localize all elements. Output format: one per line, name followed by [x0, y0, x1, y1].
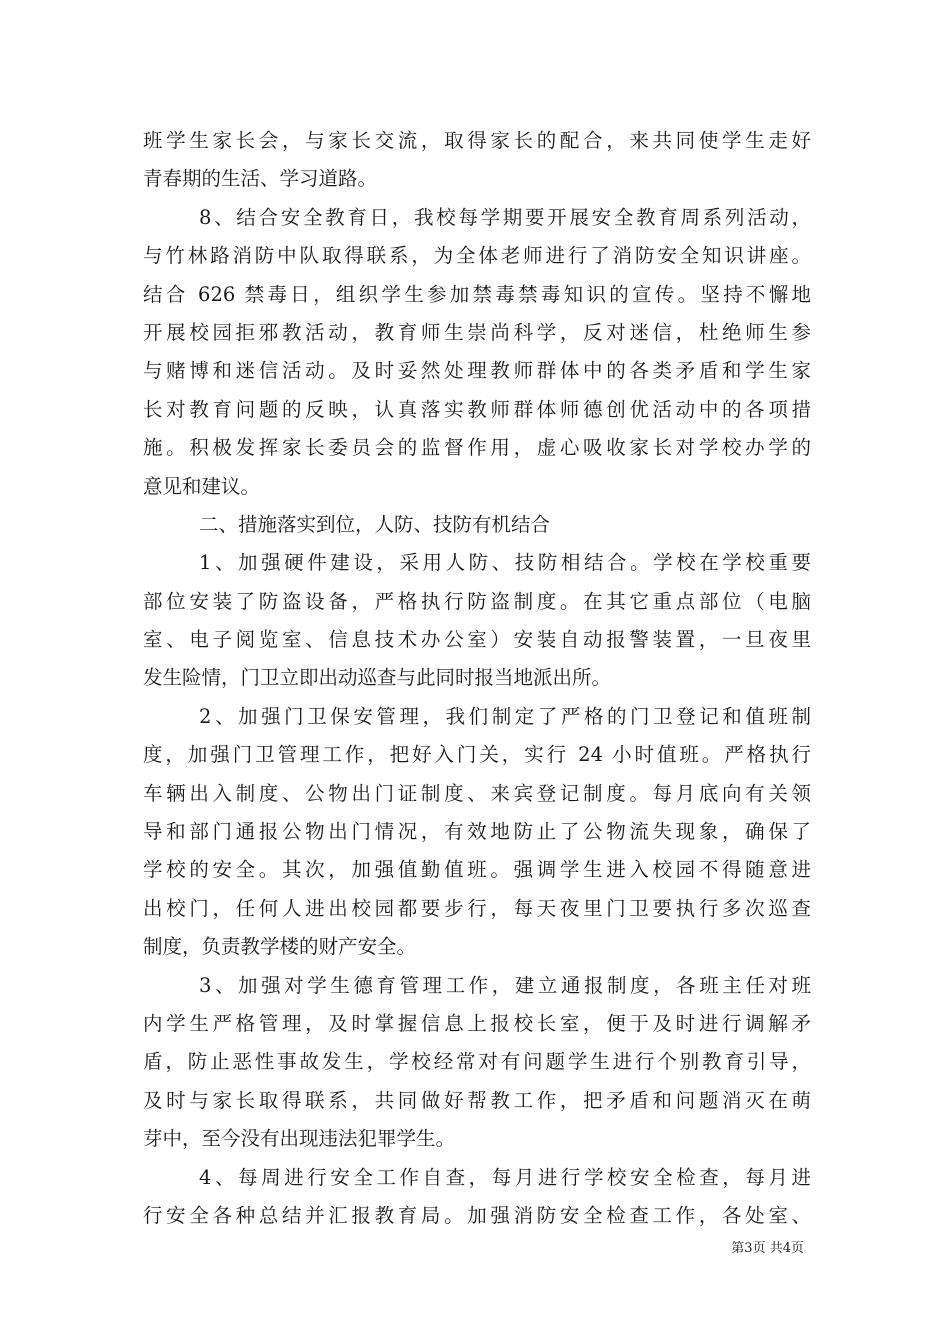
text-line: 开展校园拒邪教活动，教育师生崇尚科学，反对迷信，杜绝师生参 — [143, 320, 811, 344]
text-line: 芽中，至今没有出现违法犯罪学生。 — [143, 1127, 456, 1151]
text-line: 意见和建议。 — [143, 474, 261, 498]
text-line: 导和部门通报公物出门情况，有效地防止了公物流失现象，确保了 — [143, 820, 811, 844]
text-line: 青春期的生活、学习道路。 — [143, 167, 378, 191]
text-line: 内学生严格管理，及时掌握信息上报校长室，便于及时进行调解矛 — [143, 1011, 811, 1035]
text-line: 发生险情，门卫立即出动巡查与此同时报当地派出所。 — [143, 666, 612, 690]
text-line: 长对教育问题的反映，认真落实教师群体师德创优活动中的各项措 — [143, 397, 811, 421]
footer-prefix: 第 — [731, 1241, 745, 1256]
text-line: 学校的安全。其次，加强值勤值班。强调学生进入校园不得随意进 — [143, 858, 811, 882]
text-line: 与赌博和迷信活动。及时妥然处理教师群体中的各类矛盾和学生家 — [143, 359, 811, 383]
text-line: 1、加强硬件建设，采用人防、技防相结合。学校在学校重要 — [199, 551, 811, 575]
footer-total-pages: 4 — [782, 1241, 791, 1256]
text-line: 室、电子阅览室、信息技术办公室）安装自动报警装置，一旦夜里 — [143, 628, 811, 652]
text-line: 施。积极发挥家长委员会的监督作用，虚心吸收家长对学校办学的 — [143, 436, 811, 460]
text-line: 及时与家长取得联系，共同做好帮教工作，把矛盾和问题消灭在萌 — [143, 1088, 811, 1112]
text-line: 3、加强对学生德育管理工作，建立通报制度，各班主任对班 — [199, 973, 811, 997]
text-line: 部位安装了防盗设备，严格执行防盗制度。在其它重点部位（电脑 — [143, 589, 811, 613]
text-line: 2、加强门卫保安管理，我们制定了严格的门卫登记和值班制 — [199, 704, 811, 728]
text-line: 与竹林路消防中队取得联系，为全体老师进行了消防安全知识讲座。 — [143, 244, 811, 268]
document-body — [143, 122, 811, 1235]
text-line: 车辆出入制度、公物出门证制度、来宾登记制度。每月底向有关领 — [143, 781, 811, 805]
text-line: 制度，负责教学楼的财产安全。 — [143, 935, 417, 959]
text-line: 二、措施落实到位，人防、技防有机结合 — [199, 512, 551, 536]
text-line: 班学生家长会，与家长交流，取得家长的配合，来共同使学生走好 — [143, 129, 811, 152]
page-footer — [731, 1240, 804, 1258]
footer-current-page: 3 — [744, 1241, 753, 1256]
text-line: 8、结合安全教育日，我校每学期要开展安全教育周系列活动， — [199, 205, 811, 229]
footer-suffix: 页 — [790, 1241, 804, 1256]
text-line: 度，加强门卫管理工作，把好入门关，实行 24 小时值班。严格执行 — [143, 743, 811, 767]
text-line: 出校门，任何人进出校园都要步行，每天夜里门卫要执行多次巡查 — [143, 896, 811, 920]
text-line: 结合 626 禁毒日，组织学生参加禁毒禁毒知识的宣传。坚持不懈地 — [143, 282, 811, 306]
text-line: 盾，防止恶性事故发生，学校经常对有问题学生进行个别教育引导， — [143, 1050, 811, 1074]
text-line: 4、每周进行安全工作自查，每月进行学校安全检查，每月进 — [199, 1165, 811, 1189]
footer-middle: 页 共 — [752, 1241, 783, 1256]
text-line: 行安全各种总结并汇报教育局。加强消防安全检查工作，各处室、 — [143, 1203, 811, 1227]
